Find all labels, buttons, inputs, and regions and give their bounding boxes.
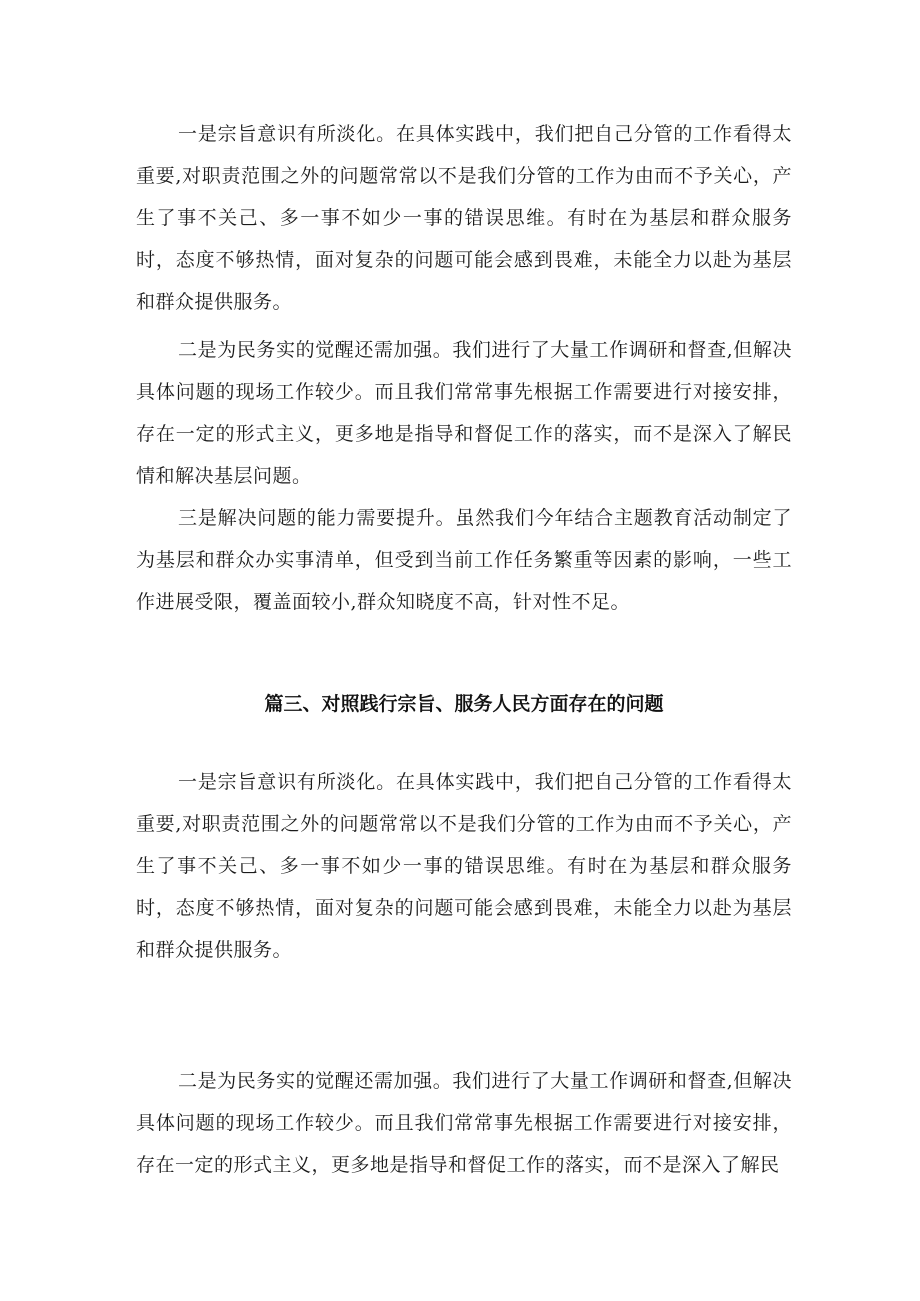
paragraph-problem-solving: 三是解决问题的能力需要提升。虽然我们今年结合主题教育活动制定了为基层和群众办实事清单，但受到当前工作任务繁重等因素的影响，一些工作进展受限，覆盖面较小,群众知晓度不高，针对性不足。 — [136, 507, 792, 613]
section-title: 篇三、对照践行宗旨、服务人民方面存在的问题 — [264, 693, 664, 715]
paragraph-purpose-awareness: 一是宗旨意识有所淡化。在具体实践中，我们把自己分管的工作看得太重要,对职责范围之外的问题常常以不是我们分管的工作为由而不予关心，产生了事不关己、多一事不如少一事的错误思维。有时在为基层和群众服务时，态度不够热情，面对复杂的问题可能会感到畏难，未能全力以赴为基层和群众提供服务。 — [136, 123, 792, 313]
paragraph-pragmatic-awareness: 二是为民务实的觉醒还需加强。我们进行了大量工作调研和督查,但解决具体问题的现场工作较少。而且我们常常事先根据工作需要进行对接安排，存在一定的形式主义，更多地是指导和督促工作的落实，而不是深入了解民情和解决基层问题。 — [136, 339, 792, 487]
paragraph-pragmatic-awareness-repeat: 二是为民务实的觉醒还需加强。我们进行了大量工作调研和督查,但解决具体问题的现场工作较少。而且我们常常事先根据工作需要进行对接安排，存在一定的形式主义，更多地是指导和督促工作的落实，而不是深入了解民 — [136, 1070, 792, 1176]
paragraph-purpose-awareness-repeat: 一是宗旨意识有所淡化。在具体实践中，我们把自己分管的工作看得太重要,对职责范围之外的问题常常以不是我们分管的工作为由而不予关心，产生了事不关己、多一事不如少一事的错误思维。有时在为基层和群众服务时，态度不够热情，面对复杂的问题可能会感到畏难，未能全力以赴为基层和群众提供服务。 — [136, 771, 792, 961]
